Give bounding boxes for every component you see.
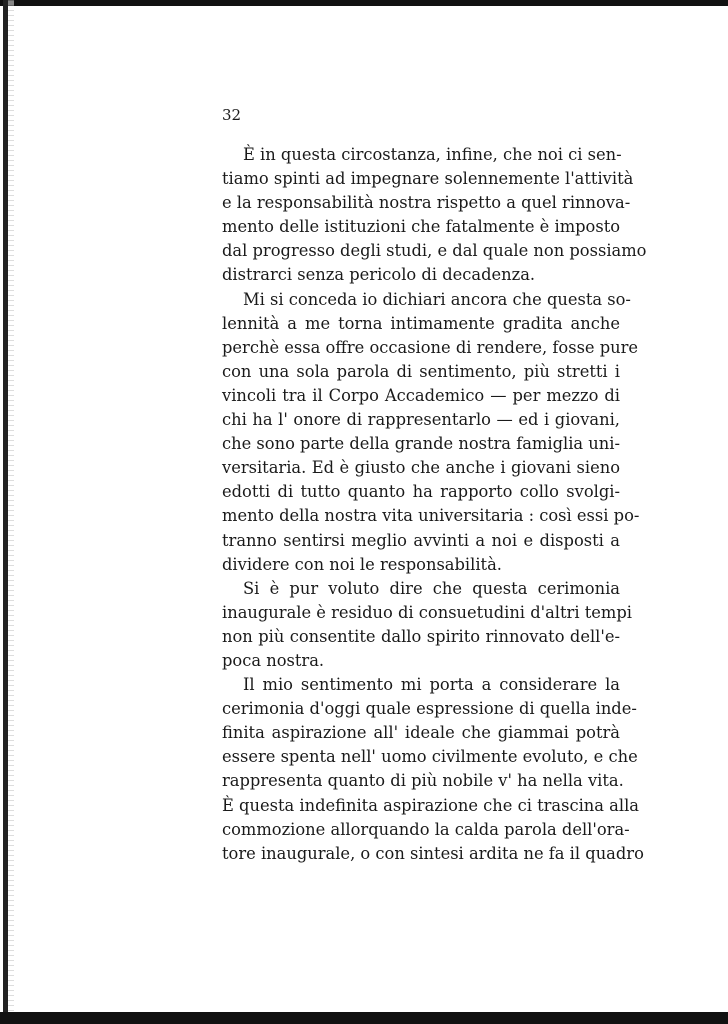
text-line: cerimonia d'oggi quale espressione di quella inde-: [222, 699, 637, 719]
text-line: finita aspirazione all' ideale che giammai potrà: [222, 723, 620, 743]
text-line: Mi si conceda io dichiari ancora che questa so-: [243, 289, 631, 309]
page-number: 32: [222, 106, 242, 124]
text-line: poca nostra.: [222, 650, 325, 670]
text-line: edotti di tutto quanto ha rapporto collo svolgi-: [222, 482, 620, 502]
text-line: È in questa circostanza, infine, che noi ci sen-: [243, 145, 622, 164]
text-line: dal progresso degli studi, e dal quale non possiamo: [222, 241, 647, 261]
text-line: tranno sentirsi meglio avvinti a noi e disposti a: [222, 530, 620, 550]
text-line: essere spenta nell' uomo civilmente evoluto, e che: [222, 747, 638, 767]
scan-top-border: [0, 0, 728, 6]
text-line: mento della nostra vita universitaria : così essi po-: [222, 506, 640, 526]
text-line: mento delle istituzioni che fatalmente è imposto: [222, 217, 621, 237]
text-line: tore inaugurale, o con sintesi ardita ne fa il quadro: [222, 843, 644, 863]
text-line: Si è pur voluto dire che questa cerimonia: [243, 578, 620, 598]
text-line: e la responsabilità nostra rispetto a quel rinnova-: [222, 193, 631, 213]
body-text: [222, 143, 647, 866]
scan-edge-noise: [8, 0, 14, 1024]
text-line: con una sola parola di sentimento, più stretti i: [222, 361, 620, 381]
text-line: rappresenta quanto di più nobile v' ha nella vita.: [222, 771, 624, 791]
text-line: commozione allorquando la calda parola dell'ora-: [222, 819, 630, 839]
text-line: perchè essa offre occasione di rendere, fosse pure: [222, 337, 639, 357]
text-line: dividere con noi le responsabilità.: [222, 554, 502, 574]
text-line: lennità a me torna intimamente gradita anche: [222, 313, 620, 333]
text-line: non più consentite dallo spirito rinnovato dell'e-: [222, 626, 620, 646]
text-line: tiamo spinti ad impegnare solennemente l'attività: [222, 169, 634, 189]
text-line: versitaria. Ed è giusto che anche i giovani sieno: [222, 458, 620, 478]
text-line: chi ha l' onore di rappresentarlo — ed i giovani,: [222, 410, 620, 430]
text-line: inaugurale è residuo di consuetudini d'altri tempi: [222, 602, 632, 622]
text-line: distrarci senza pericolo di decadenza.: [222, 265, 536, 285]
text-line: È questa indefinita aspirazione che ci trascina alla: [222, 795, 640, 815]
text-line: Il mio sentimento mi porta a considerare la: [243, 675, 620, 695]
scan-bottom-border: [0, 1012, 728, 1024]
text-line: che sono parte della grande nostra famiglia uni-: [222, 434, 620, 454]
text-line: vincoli tra il Corpo Accademico — per mezzo di: [222, 385, 620, 405]
